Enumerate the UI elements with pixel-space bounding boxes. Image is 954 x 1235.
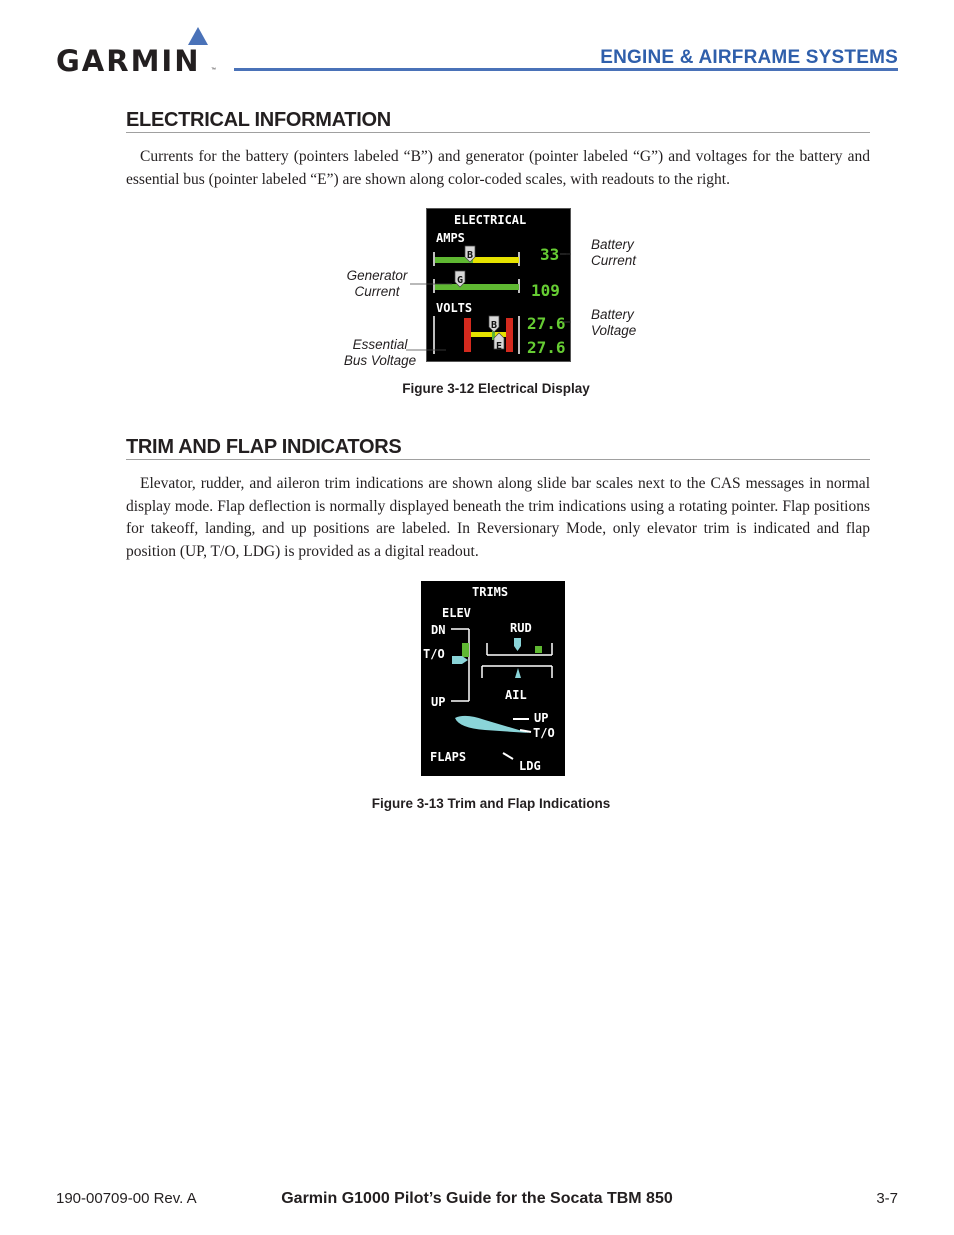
electrical-display-title: ELECTRICAL [454,213,527,227]
volts-label: VOLTS [436,301,473,315]
electrical-heading: ELECTRICAL INFORMATION [126,109,391,131]
flaps-label: FLAPS [430,750,467,764]
svg-text:G: G [457,275,464,286]
svg-text:B: B [491,320,498,331]
garmin-triangle-icon [188,27,208,45]
up-left-label: UP [431,695,446,709]
battery-voltage-readout: 27.6 [527,314,566,333]
svg-text:B: B [467,250,474,261]
section-title: ENGINE & AIRFRAME SYSTEMS [600,47,898,68]
footer-doc-number: 190-00709-00 Rev. A [56,1190,197,1207]
trim-display [421,581,565,776]
flap-to-label: T/O [533,726,555,740]
trim-heading: TRIM AND FLAP INDICATORS [126,436,402,458]
garmin-logo: GARMIN [56,44,201,78]
footer-title: Garmin G1000 Pilot’s Guide for the Socata TBM 850 [281,1190,673,1207]
ail-label: AIL [505,688,527,702]
figure-3-12-caption: Figure 3-12 Electrical Display [402,381,590,396]
trim-heading-rule [126,459,870,460]
trims-title: TRIMS [472,585,509,599]
flap-up-label: UP [534,711,549,725]
electrical-paragraph: Currents for the battery (pointers labeled “B”) and generator (pointer labeled “G”) and voltages for the battery and essential bus (pointer labeled “E”) are shown along color-coded scales, with readouts to the right. [126,148,870,188]
generator-current-readout: 109 [531,281,560,300]
figure-3-13-caption: Figure 3-13 Trim and Flap Indications [371,796,611,811]
dn-label: DN [431,623,446,637]
svg-text:E: E [496,341,503,352]
trim-paragraph: Elevator, rudder, and aileron trim indications are shown along slide bar scales next to the CAS messages in normal display mode. Flap deflection is normally displayed beneath the trim indications using a rotating pointer. Flap positions for takeoff, landing, and up positions are labeled. In Reversionary Mode, only elevator trim is indicated and flap position (UP, T/O, LDG) is provided as a digital readout. [126,475,870,560]
elev-label: ELEV [442,606,471,620]
amps-label: AMPS [436,231,465,245]
rud-label: RUD [510,621,532,635]
essential-voltage-readout: 27.6 [527,338,566,357]
trademark-symbol: ™ [211,67,216,73]
flap-ldg-label: LDG [519,759,541,773]
callout-battery-current: Battery Current [591,237,637,268]
footer-page-number: 3-7 [876,1190,898,1207]
callout-essential-bus-voltage: Essential Bus Voltage [343,337,417,368]
electrical-heading-rule [126,132,870,133]
callout-battery-voltage: Battery Voltage [591,307,637,338]
callout-generator-current: Generator Current [346,268,408,299]
to-left-label: T/O [423,647,445,661]
battery-current-readout: 33 [540,245,560,264]
